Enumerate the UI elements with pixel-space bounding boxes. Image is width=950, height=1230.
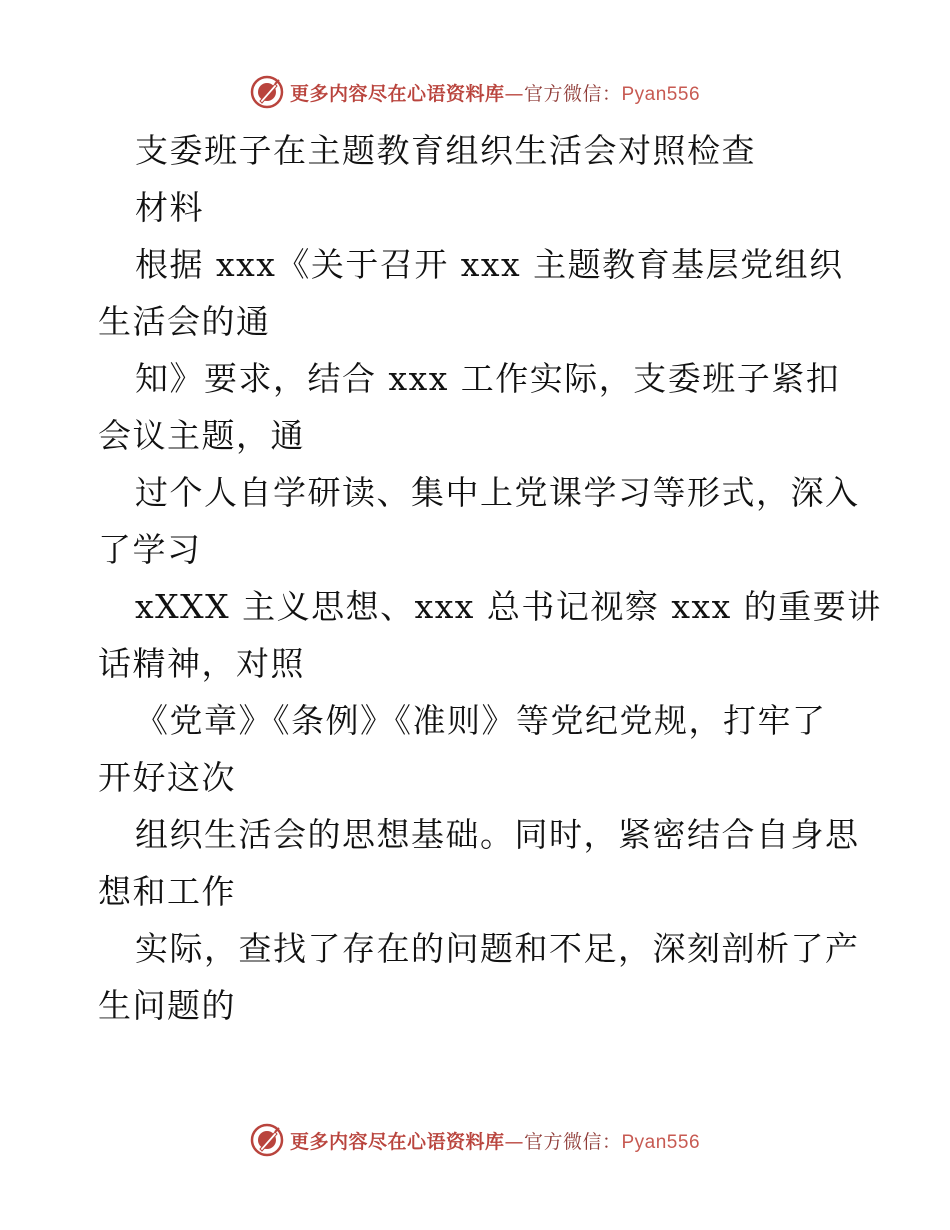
doc-line: 根据 xxx《关于召开 xxx 主题教育基层党组织: [135, 245, 844, 284]
doc-line: 实际，查找了存在的问题和不足，深刻剖析了产: [135, 929, 860, 968]
doc-line: 知》要求，结合 xxx 工作实际，支委班子紧扣: [135, 359, 841, 398]
banner-wechat-id: Pyan556: [621, 83, 701, 105]
doc-line: 想和工作: [98, 872, 236, 911]
doc-line: 话精神，对照: [98, 644, 305, 683]
banner-dash: —: [504, 1130, 524, 1153]
doc-line: 支委班子在主题教育组织生活会对照检查: [135, 131, 756, 170]
footer-banner: [0, 1120, 950, 1160]
doc-line: 开好这次: [98, 758, 236, 797]
document-body: [98, 122, 882, 1034]
doc-line: 材料: [135, 188, 204, 227]
pen-logo-icon: [250, 1123, 284, 1157]
doc-line: 生问题的: [98, 986, 236, 1025]
doc-line: xXXX 主义思想、xxx 总书记视察 xxx 的重要讲: [135, 587, 882, 626]
banner-text: [290, 1127, 700, 1154]
banner-site-text: 更多内容尽在心语资料库: [289, 1130, 505, 1153]
doc-line: 了学习: [98, 530, 202, 569]
banner-site-text: 更多内容尽在心语资料库: [289, 82, 505, 105]
header-banner: [0, 72, 950, 112]
banner-wechat-label: 官方微信：: [523, 1130, 622, 1153]
doc-line: 《党章》《条例》《准则》等党纪党规，打牢了: [135, 701, 827, 740]
pen-logo-icon: [250, 75, 284, 109]
doc-line: 会议主题，通: [98, 416, 305, 455]
doc-line: 生活会的通: [98, 302, 271, 341]
banner-text: [290, 79, 700, 106]
banner-dash: —: [504, 82, 524, 105]
doc-line: 组织生活会的思想基础。同时，紧密结合自身思: [135, 815, 860, 854]
banner-wechat-label: 官方微信：: [523, 82, 622, 105]
banner-wechat-id: Pyan556: [621, 1131, 701, 1153]
doc-line: 过个人自学研读、集中上党课学习等形式，深入: [135, 473, 860, 512]
